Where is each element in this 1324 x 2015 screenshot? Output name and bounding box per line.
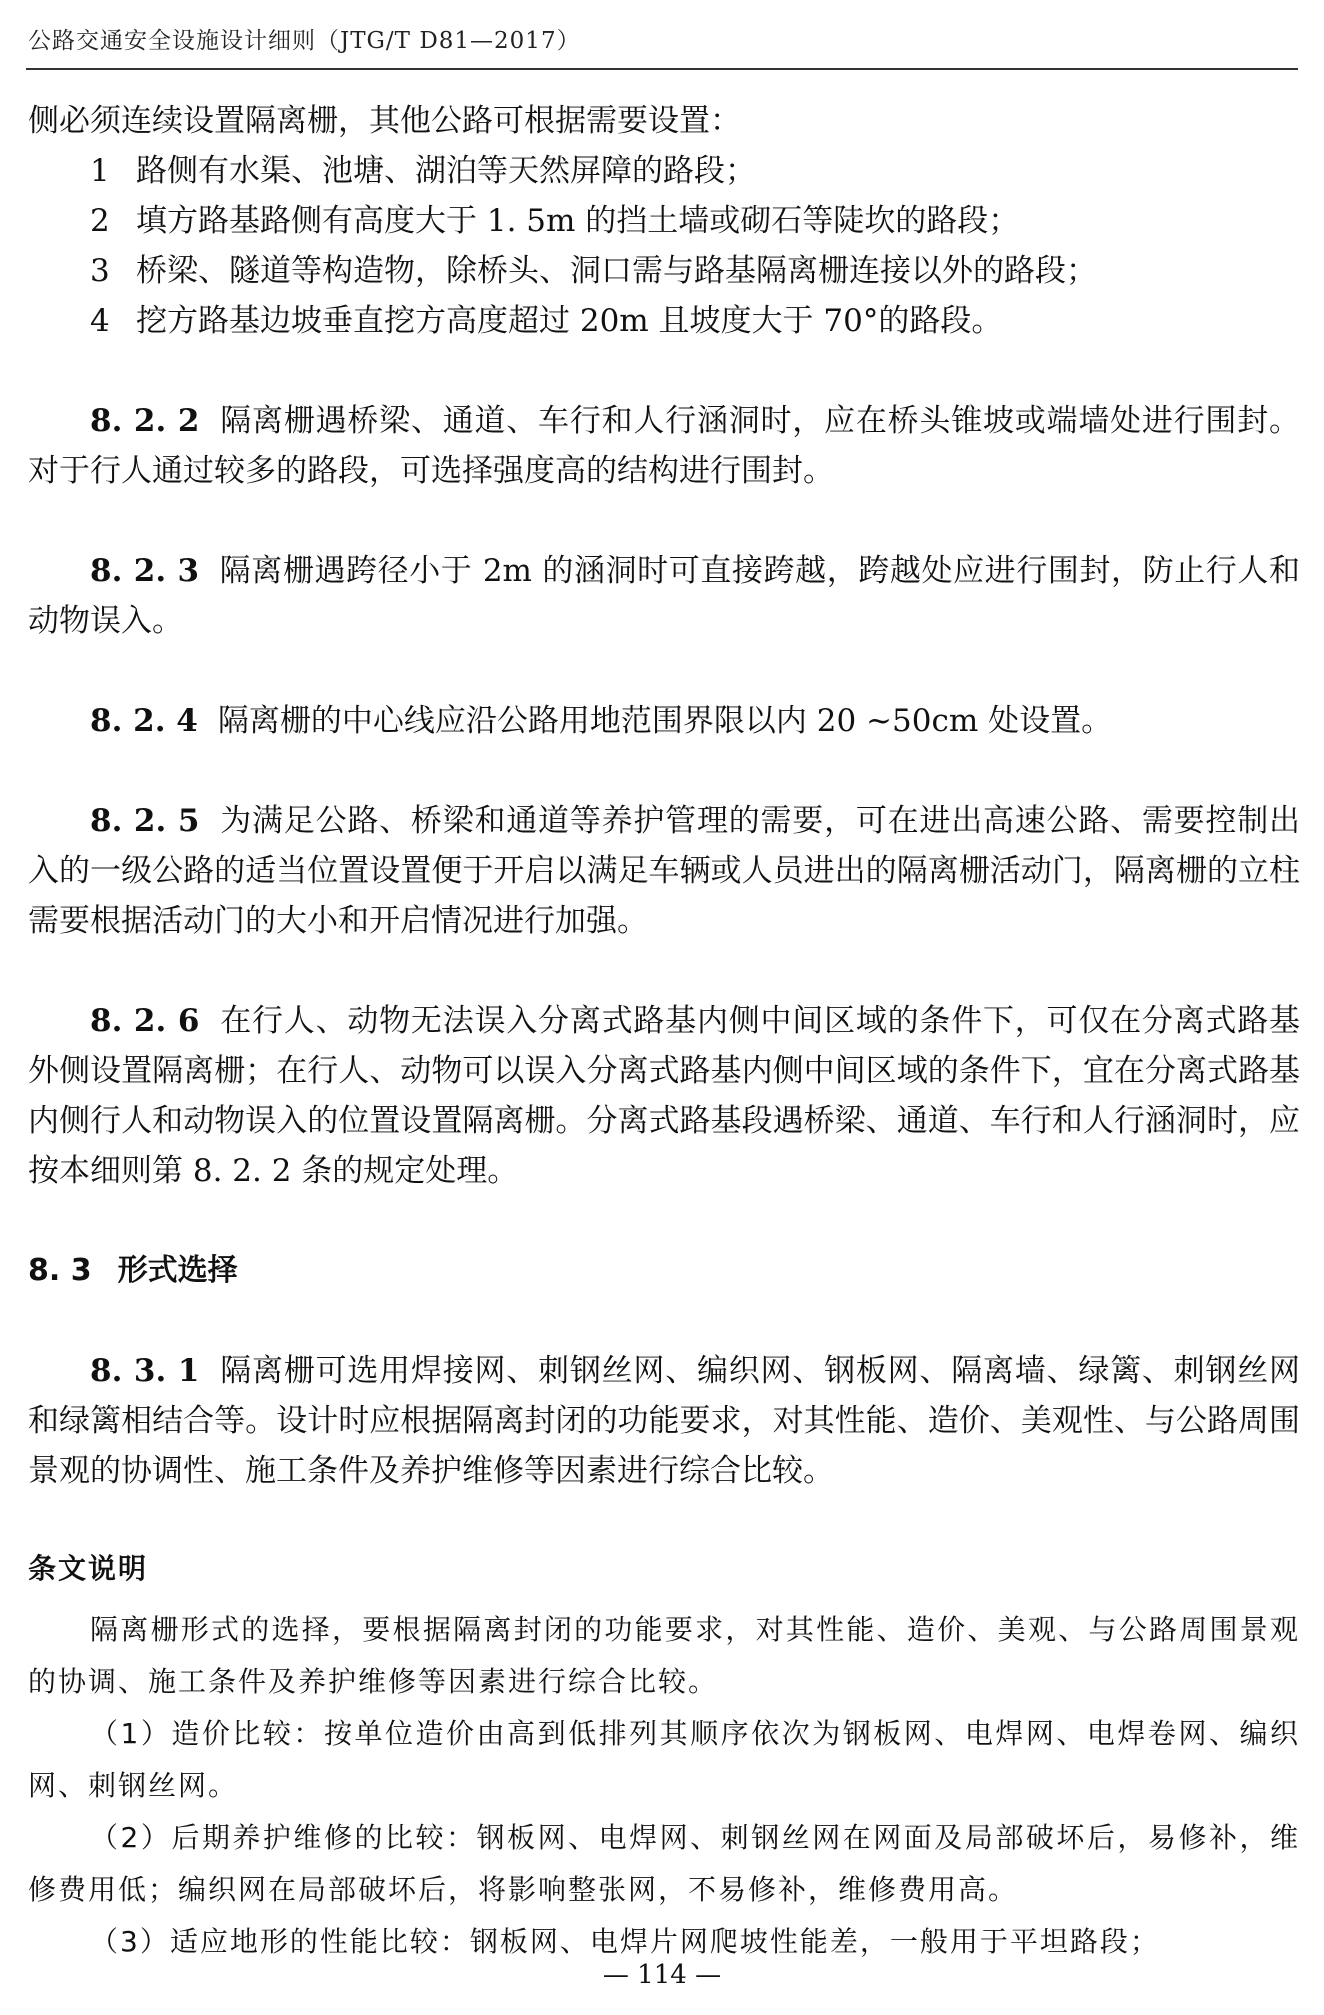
clause-text: 隔离栅的中心线应沿公路用地范围界限以内 20 ~50cm 处设置。 [217, 703, 1113, 739]
list-text: 挖方路基边坡垂直挖方高度超过 20m 且坡度大于 70°的路段。 [136, 303, 1003, 339]
list-number: 4 [90, 303, 110, 339]
clause-text: 隔离栅遇桥梁、通道、车行和人行涵洞时，应在桥头锥坡或端墙处进行围封。对于行人通过较多的路段，可选择强度高的结构进行围封。 [28, 403, 1300, 489]
clause-number: 8. 2. 3 [90, 553, 200, 589]
page-number: — 114 — [602, 1960, 722, 1990]
commentary-paragraph: 隔离栅形式的选择，要根据隔离封闭的功能要求，对其性能、造价、美观、与公路周围景观的协调、施工条件及养护维修等因素进行综合比较。 [28, 1613, 1300, 1698]
clause-number: 8. 2. 4 [90, 703, 198, 739]
document-body [28, 96, 1300, 1968]
list-text: 桥梁、隧道等构造物，除桥头、洞口需与路基隔离栅连接以外的路段； [136, 253, 1097, 289]
list-number: 2 [90, 203, 110, 239]
clause-8-2-6 [28, 996, 1300, 1196]
header-rule [26, 68, 1298, 70]
list-text: 路侧有水渠、池塘、湖泊等天然屏障的路段； [136, 153, 756, 189]
list-item [28, 146, 1300, 196]
clause-8-2-4 [28, 696, 1300, 746]
running-header: 公路交通安全设施设计细则（JTG/T D81—2017） [28, 28, 581, 54]
clause-text: 为满足公路、桥梁和通道等养护管理的需要，可在进出高速公路、需要控制出入的一级公路的适当位置设置便于开启以满足车辆或人员进出的隔离栅活动门，隔离栅的立柱需要根据活动门的大小和开启情况进行加强。 [28, 803, 1300, 939]
clause-8-2-3 [28, 546, 1300, 646]
commentary-title: 条文说明 [28, 1552, 149, 1585]
list-number: 3 [90, 253, 110, 289]
clause-8-2-2 [28, 396, 1300, 496]
list-item [28, 196, 1300, 246]
clause-8-3-1 [28, 1346, 1300, 1496]
list-item [28, 296, 1300, 346]
clause-number: 8. 3. 1 [90, 1353, 200, 1389]
continuation-paragraph: 侧必须连续设置隔离栅，其他公路可根据需要设置： [28, 103, 741, 139]
clause-8-2-5 [28, 796, 1300, 946]
section-number: 8. 3 [28, 1253, 92, 1288]
list-text: 填方路基路侧有高度大于 1. 5m 的挡土墙或砌石等陡坎的路段； [136, 203, 1020, 239]
clause-text: 隔离栅遇跨径小于 2m 的涵洞时可直接跨越，跨越处应进行围封，防止行人和动物误入。 [28, 553, 1300, 639]
list-number: 1 [90, 153, 110, 189]
list-item [28, 246, 1300, 296]
section-title: 形式选择 [117, 1253, 238, 1288]
commentary-paragraph: （3）适应地形的性能比较：钢板网、电焊片网爬坡性能差，一般用于平坦路段； [90, 1925, 1160, 1958]
clause-number: 8. 2. 5 [90, 803, 200, 839]
commentary-paragraph: （1）造价比较：按单位造价由高到低排列其顺序依次为钢板网、电焊网、电焊卷网、编织网、刺钢丝网。 [28, 1717, 1300, 1802]
section-heading [28, 1246, 1300, 1296]
clause-number: 8. 2. 6 [90, 1003, 200, 1039]
commentary-paragraph: （2）后期养护维修的比较：钢板网、电焊网、刺钢丝网在网面及局部破坏后，易修补，维修费用低；编织网在局部破坏后，将影响整张网，不易修补，维修费用高。 [28, 1821, 1300, 1906]
clause-number: 8. 2. 2 [90, 403, 200, 439]
clause-text: 隔离栅可选用焊接网、刺钢丝网、编织网、钢板网、隔离墙、绿篱、刺钢丝网和绿篱相结合等。设计时应根据隔离封闭的功能要求，对其性能、造价、美观性、与公路周围景观的协调性、施工条件及养护维修等因素进行综合比较。 [28, 1353, 1300, 1489]
clause-text: 在行人、动物无法误入分离式路基内侧中间区域的条件下，可仅在分离式路基外侧设置隔离栅；在行人、动物可以误入分离式路基内侧中间区域的条件下，宜在分离式路基内侧行人和动物误入的位置设置隔离栅。分离式路基段遇桥梁、通道、车行和人行涵洞时，应按本细则第 8. 2. 2 条的规定处理。 [28, 1003, 1300, 1189]
